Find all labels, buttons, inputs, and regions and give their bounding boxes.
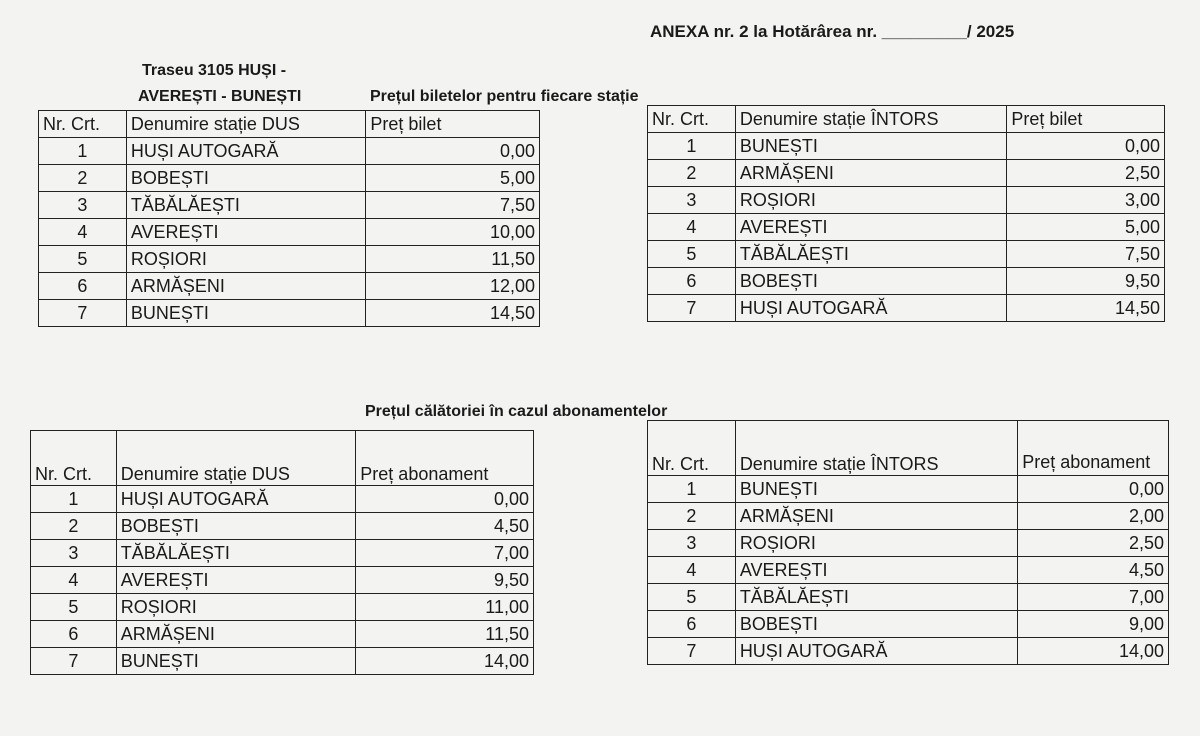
row-number: 1 [648,133,736,160]
station-name: AVEREȘTI [735,214,1007,241]
row-number: 5 [648,241,736,268]
station-name: ARMĂȘENI [126,273,366,300]
price-value: 5,00 [1007,214,1165,241]
row-number: 1 [39,138,127,165]
price-value: 2,50 [1007,160,1165,187]
station-name: BOBEȘTI [735,268,1007,295]
price-value: 14,50 [1007,295,1165,322]
price-value: 4,50 [1018,557,1169,584]
table-row [31,567,534,594]
column-header: Preț abonament [1018,421,1169,476]
station-name: ARMĂȘENI [735,503,1017,530]
station-name: ROȘIORI [126,246,366,273]
price-value: 9,50 [1007,268,1165,295]
row-number: 3 [648,187,736,214]
row-number: 5 [648,584,736,611]
price-value: 9,00 [1018,611,1169,638]
row-number: 4 [39,219,127,246]
price-value: 4,50 [356,513,534,540]
row-number: 7 [31,648,117,675]
station-name: BOBEȘTI [735,611,1017,638]
row-number: 6 [648,268,736,295]
annex-header: ANEXA nr. 2 la Hotărârea nr. _________/ 2025 [650,22,1015,41]
table-row [648,295,1165,322]
column-header: Nr. Crt. [39,111,127,138]
price-value: 7,00 [1018,584,1169,611]
table-row [648,133,1165,160]
column-header: Nr. Crt. [648,106,736,133]
price-value: 11,50 [366,246,540,273]
row-number: 2 [39,165,127,192]
row-number: 1 [31,486,117,513]
station-name: HUȘI AUTOGARĂ [735,295,1007,322]
station-name: BOBEȘTI [126,165,366,192]
table-row [39,219,540,246]
row-number: 5 [31,594,117,621]
row-number: 7 [648,295,736,322]
price-value: 0,00 [366,138,540,165]
price-value: 0,00 [1007,133,1165,160]
station-name: BUNEȘTI [116,648,356,675]
station-name: ARMĂȘENI [116,621,356,648]
table-row [648,160,1165,187]
table-row [648,214,1165,241]
table-row [39,138,540,165]
table-row [648,638,1169,665]
route-title-line2: AVEREȘTI - BUNEȘTI [138,88,302,105]
price-value: 14,50 [366,300,540,327]
table-header-row [31,431,534,486]
row-number: 3 [31,540,117,567]
table-row [31,540,534,567]
station-name: HUȘI AUTOGARĂ [116,486,356,513]
table-row [648,268,1165,295]
table-header-row [648,421,1169,476]
table-row [648,476,1169,503]
table-row [31,621,534,648]
price-value: 11,50 [356,621,534,648]
station-name: BOBEȘTI [116,513,356,540]
subscriptions-dus-table [30,430,534,675]
row-number: 6 [39,273,127,300]
row-number: 7 [648,638,736,665]
row-number: 5 [39,246,127,273]
price-value: 5,00 [366,165,540,192]
price-value: 2,00 [1018,503,1169,530]
row-number: 2 [31,513,117,540]
station-name: ROȘIORI [735,530,1017,557]
station-name: HUȘI AUTOGARĂ [126,138,366,165]
column-header: Denumire stație DUS [116,431,356,486]
row-number: 3 [648,530,736,557]
table-row [39,192,540,219]
row-number: 3 [39,192,127,219]
subscriptions-heading: Prețul călătoriei în cazul abonamentelor [365,403,668,420]
column-header: Denumire stație ÎNTORS [735,421,1017,476]
column-header: Preț bilet [1007,106,1165,133]
row-number: 2 [648,503,736,530]
station-name: BUNEȘTI [735,476,1017,503]
station-name: TĂBĂLĂEȘTI [116,540,356,567]
table-row [39,246,540,273]
station-name: TĂBĂLĂEȘTI [735,241,1007,268]
station-name: ARMĂȘENI [735,160,1007,187]
route-title-line1: Traseu 3105 HUȘI - [142,62,287,79]
price-value: 0,00 [356,486,534,513]
price-value: 10,00 [366,219,540,246]
row-number: 6 [31,621,117,648]
table-row [31,648,534,675]
column-header: Nr. Crt. [31,431,117,486]
table-row [648,530,1169,557]
station-name: AVEREȘTI [735,557,1017,584]
table-row [39,273,540,300]
table-row [39,300,540,327]
table-row [648,187,1165,214]
station-name: ROȘIORI [116,594,356,621]
table-row [648,241,1165,268]
price-value: 9,50 [356,567,534,594]
station-name: AVEREȘTI [116,567,356,594]
price-value: 7,50 [366,192,540,219]
row-number: 4 [648,557,736,584]
price-value: 12,00 [366,273,540,300]
price-value: 0,00 [1018,476,1169,503]
table-row [31,486,534,513]
table-row [39,165,540,192]
tickets-heading: Prețul biletelor pentru fiecare stație [370,88,639,105]
table-row [31,594,534,621]
price-value: 3,00 [1007,187,1165,214]
table-row [648,584,1169,611]
tickets-intors-table [647,105,1165,322]
row-number: 2 [648,160,736,187]
station-name: AVEREȘTI [126,219,366,246]
subscriptions-intors-table [647,420,1169,665]
station-name: ROȘIORI [735,187,1007,214]
station-name: TĂBĂLĂEȘTI [126,192,366,219]
table-row [648,611,1169,638]
station-name: BUNEȘTI [126,300,366,327]
price-value: 2,50 [1018,530,1169,557]
column-header: Denumire stație DUS [126,111,366,138]
row-number: 4 [648,214,736,241]
price-value: 14,00 [1018,638,1169,665]
price-value: 11,00 [356,594,534,621]
price-value: 7,50 [1007,241,1165,268]
station-name: TĂBĂLĂEȘTI [735,584,1017,611]
row-number: 4 [31,567,117,594]
station-name: BUNEȘTI [735,133,1007,160]
column-header: Preț bilet [366,111,540,138]
tickets-dus-table [38,110,540,327]
row-number: 7 [39,300,127,327]
table-header-row [648,106,1165,133]
column-header: Nr. Crt. [648,421,736,476]
price-value: 7,00 [356,540,534,567]
column-header: Denumire stație ÎNTORS [735,106,1007,133]
table-row [648,557,1169,584]
table-row [31,513,534,540]
price-value: 14,00 [356,648,534,675]
row-number: 1 [648,476,736,503]
table-row [648,503,1169,530]
row-number: 6 [648,611,736,638]
station-name: HUȘI AUTOGARĂ [735,638,1017,665]
table-header-row [39,111,540,138]
column-header: Preț abonament [356,431,534,486]
